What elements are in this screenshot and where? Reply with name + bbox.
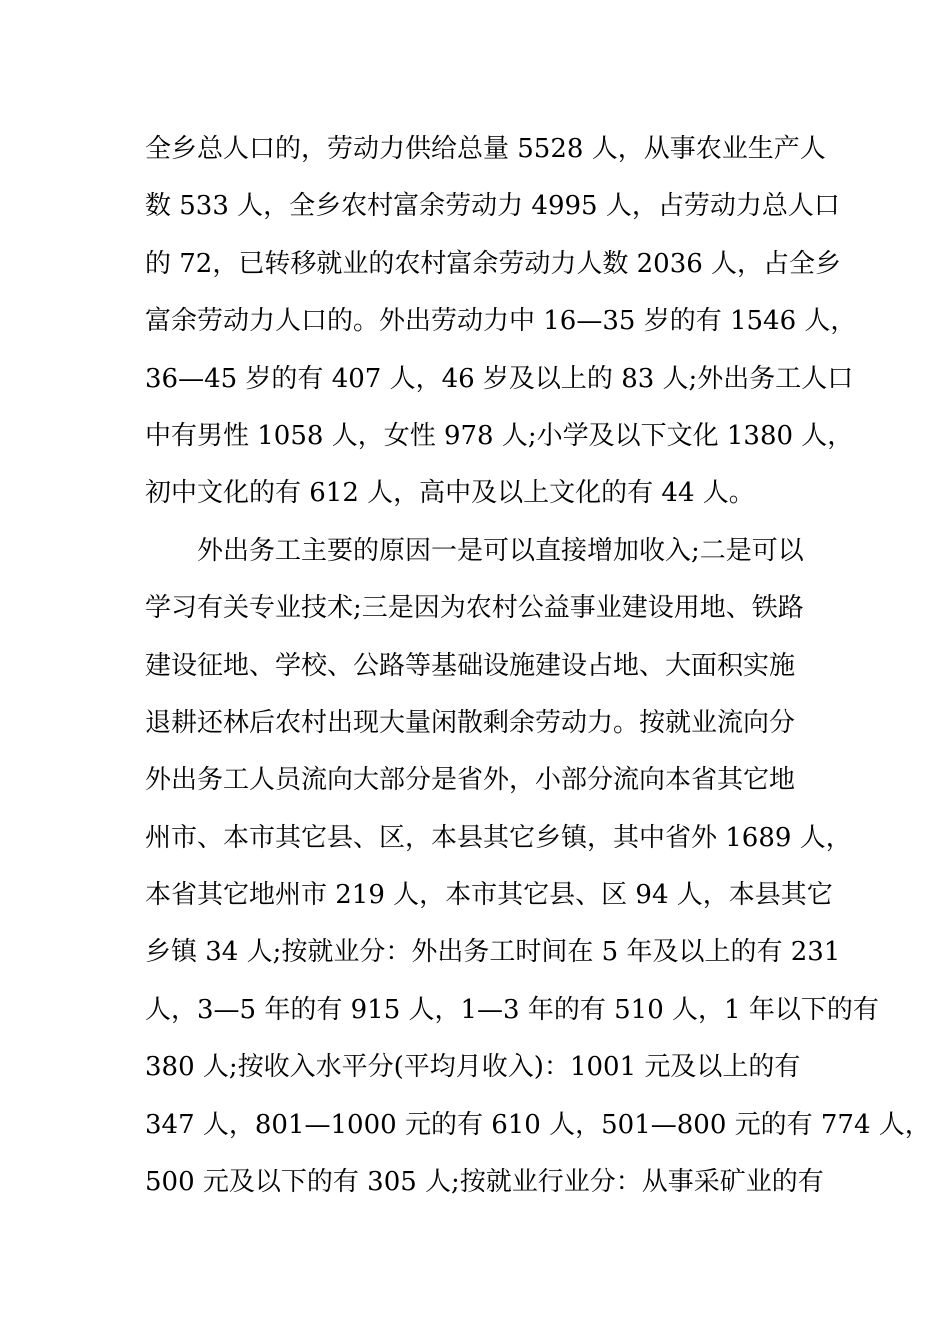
text-line: 建设征地、学校、公路等基础设施建设占地、大面积实施 bbox=[145, 650, 796, 681]
text-line: 初中文化的有 612 人，高中及以上文化的有 44 人。 bbox=[145, 478, 755, 509]
text-line: 富余劳动力人口的。外出劳动力中 16—35 岁的有 1546 人， bbox=[145, 306, 857, 337]
text-line: 人，3—5 年的有 915 人，1—3 年的有 510 人，1 年以下的有 bbox=[145, 994, 879, 1025]
text-line: 州市、本市其它县、区，本县其它乡镇，其中省外 1689 人， bbox=[145, 822, 852, 853]
text-line: 347 人，801—1000 元的有 610 人，501—800 元的有 774 人， bbox=[145, 1109, 931, 1140]
text-line: 外出务工人员流向大部分是省外，小部分流向本省其它地 bbox=[145, 765, 796, 796]
text-line: 学习有关专业技术;三是因为农村公益事业建设用地、铁路 bbox=[145, 593, 804, 624]
text-line: 36—45 岁的有 407 人，46 岁及以上的 83 人;外出务工人口 bbox=[145, 363, 854, 394]
text-line: 全乡总人口的，劳动力供给总量 5528 人，从事农业生产人 bbox=[145, 134, 826, 164]
text-line: 500 元及以下的有 305 人;按就业行业分：从事采矿业的有 bbox=[145, 1167, 824, 1198]
text-line: 的 72，已转移就业的农村富余劳动力人数 2036 人，占全乡 bbox=[145, 248, 842, 279]
text-line: 本省其它地州市 219 人，本市其它县、区 94 人，本县其它 bbox=[145, 880, 833, 911]
text-line: 380 人;按收入水平分(平均月收入)：1001 元及以上的有 bbox=[145, 1052, 801, 1083]
text-line: 退耕还林后农村出现大量闲散剩余劳动力。按就业流向分 bbox=[145, 707, 796, 738]
text-line: 数 533 人，全乡农村富余劳动力 4995 人，占劳动力总人口 bbox=[145, 191, 840, 222]
text-line: 乡镇 34 人;按就业分：外出务工时间在 5 年及以上的有 231 bbox=[145, 937, 841, 968]
text-line: 中有男性 1058 人，女性 978 人;小学及以下文化 1380 人， bbox=[145, 420, 854, 451]
body-text bbox=[145, 121, 931, 1211]
paragraph-start-line: 外出务工主要的原因一是可以直接增加收入;二是可以 bbox=[145, 535, 804, 566]
